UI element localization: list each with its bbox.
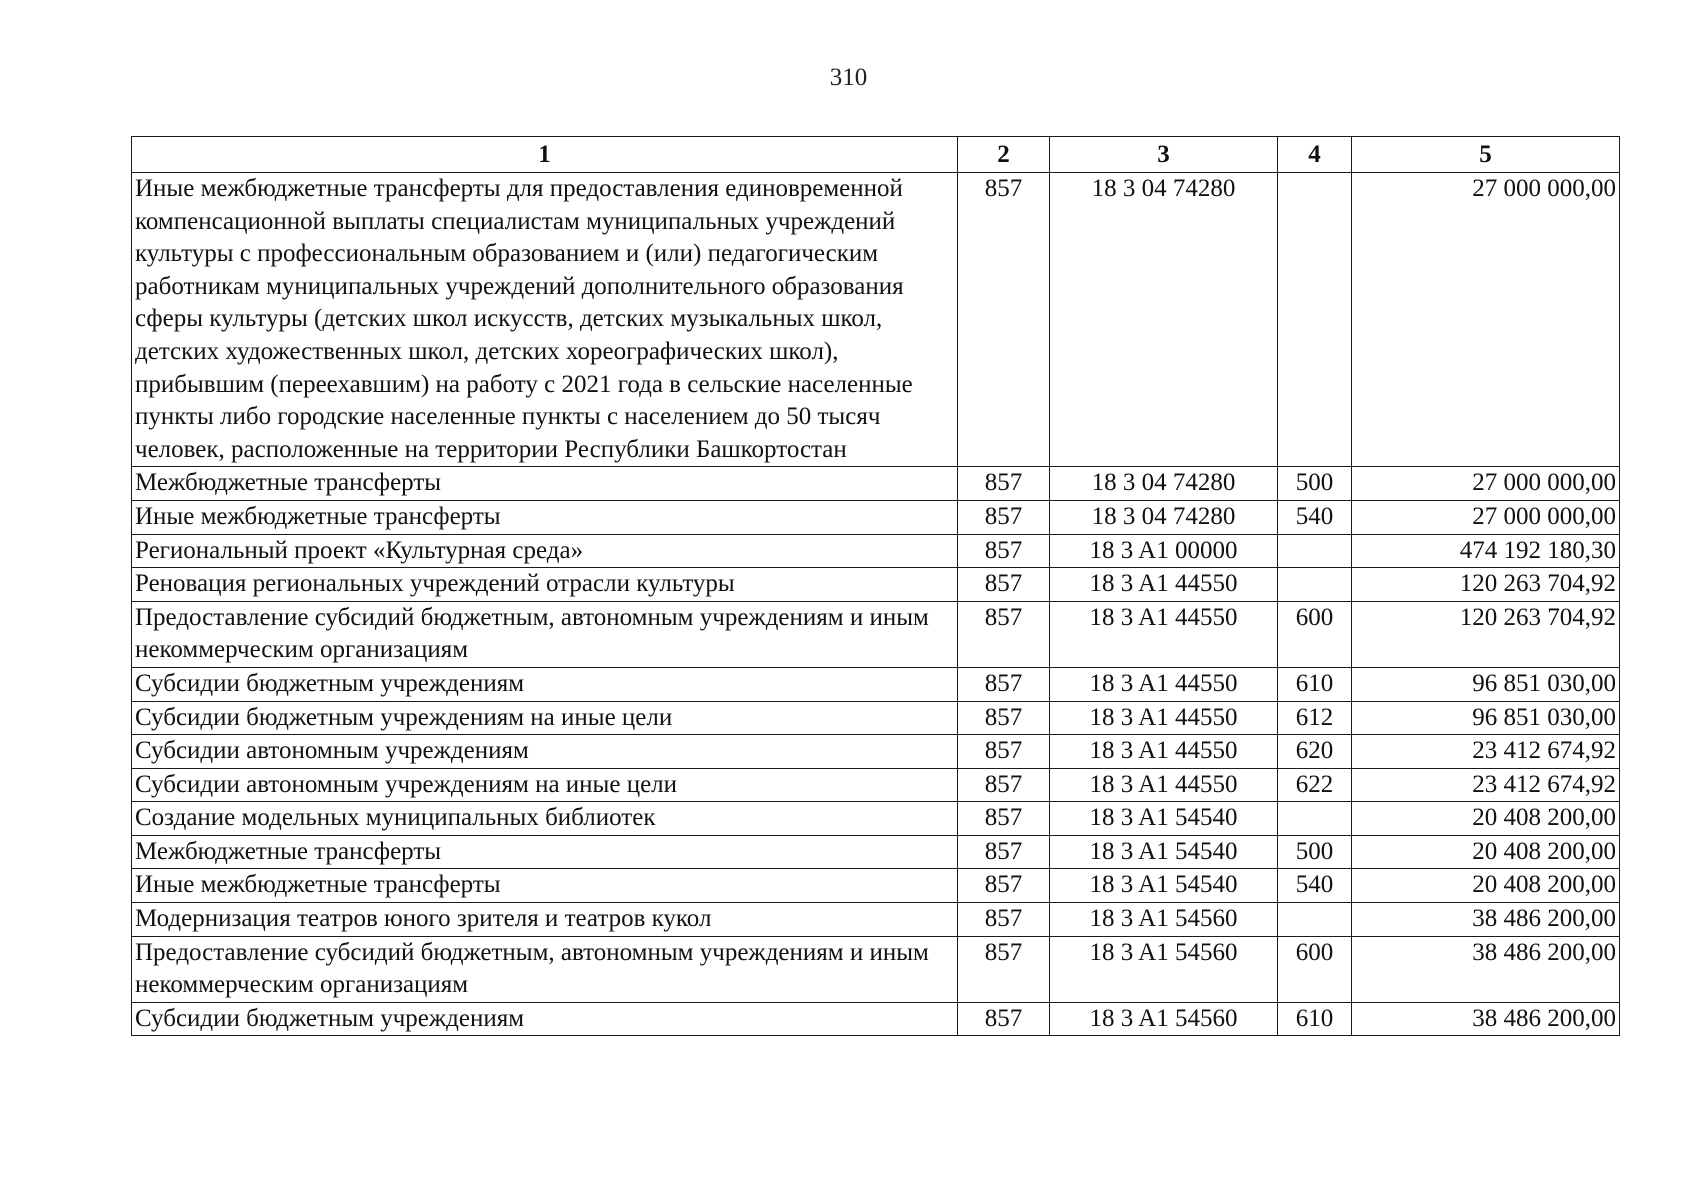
row-target-article: 18 3 04 74280 xyxy=(1050,173,1278,467)
table-row xyxy=(132,568,1620,602)
row-target-article: 18 3 A1 54540 xyxy=(1050,869,1278,903)
row-target-article: 18 3 A1 54540 xyxy=(1050,835,1278,869)
row-expense-type: 622 xyxy=(1278,768,1352,802)
table-header-row xyxy=(132,137,1620,173)
row-expense-type: 540 xyxy=(1278,500,1352,534)
table-row xyxy=(132,802,1620,836)
table-row xyxy=(132,903,1620,937)
column-header-4: 4 xyxy=(1278,137,1352,173)
row-grbs-code: 857 xyxy=(958,701,1050,735)
row-amount: 96 851 030,00 xyxy=(1352,701,1620,735)
column-header-2: 2 xyxy=(958,137,1050,173)
row-name: Межбюджетные трансферты xyxy=(132,467,958,501)
row-name: Межбюджетные трансферты xyxy=(132,835,958,869)
row-amount: 38 486 200,00 xyxy=(1352,936,1620,1002)
row-grbs-code: 857 xyxy=(958,173,1050,467)
row-expense-type: 500 xyxy=(1278,467,1352,501)
row-grbs-code: 857 xyxy=(958,601,1050,667)
row-name: Субсидии автономным учреждениям на иные цели xyxy=(132,768,958,802)
column-header-5: 5 xyxy=(1352,137,1620,173)
row-grbs-code: 857 xyxy=(958,936,1050,1002)
row-amount: 20 408 200,00 xyxy=(1352,869,1620,903)
row-name: Создание модельных муниципальных библиотек xyxy=(132,802,958,836)
row-amount: 23 412 674,92 xyxy=(1352,735,1620,769)
row-target-article: 18 3 A1 44550 xyxy=(1050,768,1278,802)
row-grbs-code: 857 xyxy=(958,467,1050,501)
row-target-article: 18 3 A1 00000 xyxy=(1050,534,1278,568)
row-expense-type xyxy=(1278,173,1352,467)
row-target-article: 18 3 A1 54560 xyxy=(1050,1002,1278,1036)
row-target-article: 18 3 A1 44550 xyxy=(1050,735,1278,769)
row-name: Предоставление субсидий бюджетным, автономным учреждениям и иным некоммерческим организациям xyxy=(132,601,958,667)
row-name: Реновация региональных учреждений отрасли культуры xyxy=(132,568,958,602)
budget-table xyxy=(131,136,1620,1036)
row-expense-type: 600 xyxy=(1278,936,1352,1002)
table-row xyxy=(132,936,1620,1002)
table-row xyxy=(132,667,1620,701)
table-row xyxy=(132,835,1620,869)
row-grbs-code: 857 xyxy=(958,768,1050,802)
table-row xyxy=(132,869,1620,903)
row-name: Субсидии автономным учреждениям xyxy=(132,735,958,769)
row-amount: 38 486 200,00 xyxy=(1352,1002,1620,1036)
table-row xyxy=(132,467,1620,501)
row-expense-type xyxy=(1278,568,1352,602)
row-amount: 23 412 674,92 xyxy=(1352,768,1620,802)
row-grbs-code: 857 xyxy=(958,835,1050,869)
row-grbs-code: 857 xyxy=(958,534,1050,568)
row-name: Иные межбюджетные трансферты xyxy=(132,500,958,534)
row-expense-type: 610 xyxy=(1278,667,1352,701)
table-row xyxy=(132,601,1620,667)
row-expense-type: 612 xyxy=(1278,701,1352,735)
row-expense-type xyxy=(1278,802,1352,836)
row-target-article: 18 3 A1 44550 xyxy=(1050,701,1278,735)
row-name: Иные межбюджетные трансферты xyxy=(132,869,958,903)
row-target-article: 18 3 04 74280 xyxy=(1050,500,1278,534)
row-grbs-code: 857 xyxy=(958,735,1050,769)
table-row xyxy=(132,500,1620,534)
row-amount: 20 408 200,00 xyxy=(1352,835,1620,869)
row-grbs-code: 857 xyxy=(958,903,1050,937)
table-row xyxy=(132,701,1620,735)
column-header-1: 1 xyxy=(132,137,958,173)
row-target-article: 18 3 A1 54560 xyxy=(1050,903,1278,937)
row-name: Иные межбюджетные трансферты для предоставления единовременной компенсационной выплаты специалистам муниципальных учреждений культуры с профессиональным образованием и (или) педагогическим работникам муниципальных учреждений дополнительного образования сферы культуры (детских школ искусств, детских музыкальных школ, детских художественных школ, детских хореографических школ), прибывшим (переехавшим) на работу с 2021 года в сельские населенные пункты либо городские населенные пункты с населением до 50 тысяч человек, расположенные на территории Республики Башкортостан xyxy=(132,173,958,467)
row-name: Субсидии бюджетным учреждениям xyxy=(132,1002,958,1036)
row-expense-type: 540 xyxy=(1278,869,1352,903)
row-target-article: 18 3 A1 44550 xyxy=(1050,601,1278,667)
row-grbs-code: 857 xyxy=(958,667,1050,701)
row-target-article: 18 3 A1 44550 xyxy=(1050,568,1278,602)
column-header-3: 3 xyxy=(1050,137,1278,173)
row-amount: 120 263 704,92 xyxy=(1352,601,1620,667)
row-target-article: 18 3 A1 54560 xyxy=(1050,936,1278,1002)
row-expense-type: 610 xyxy=(1278,1002,1352,1036)
row-name: Субсидии бюджетным учреждениям xyxy=(132,667,958,701)
row-expense-type: 500 xyxy=(1278,835,1352,869)
row-expense-type: 620 xyxy=(1278,735,1352,769)
row-amount: 474 192 180,30 xyxy=(1352,534,1620,568)
row-target-article: 18 3 A1 54540 xyxy=(1050,802,1278,836)
row-amount: 27 000 000,00 xyxy=(1352,500,1620,534)
row-amount: 38 486 200,00 xyxy=(1352,903,1620,937)
row-grbs-code: 857 xyxy=(958,802,1050,836)
row-amount: 27 000 000,00 xyxy=(1352,467,1620,501)
table-row xyxy=(132,534,1620,568)
table-row xyxy=(132,173,1620,467)
row-grbs-code: 857 xyxy=(958,568,1050,602)
row-grbs-code: 857 xyxy=(958,1002,1050,1036)
row-amount: 20 408 200,00 xyxy=(1352,802,1620,836)
table-row xyxy=(132,1002,1620,1036)
row-grbs-code: 857 xyxy=(958,500,1050,534)
row-expense-type xyxy=(1278,534,1352,568)
page-number: 310 xyxy=(829,64,868,91)
row-expense-type xyxy=(1278,903,1352,937)
row-target-article: 18 3 04 74280 xyxy=(1050,467,1278,501)
row-name: Субсидии бюджетным учреждениям на иные цели xyxy=(132,701,958,735)
table-row xyxy=(132,768,1620,802)
row-grbs-code: 857 xyxy=(958,869,1050,903)
row-amount: 120 263 704,92 xyxy=(1352,568,1620,602)
row-name: Региональный проект «Культурная среда» xyxy=(132,534,958,568)
table-row xyxy=(132,735,1620,769)
row-name: Модернизация театров юного зрителя и театров кукол xyxy=(132,903,958,937)
table-body xyxy=(132,173,1620,1036)
row-amount: 27 000 000,00 xyxy=(1352,173,1620,467)
row-target-article: 18 3 A1 44550 xyxy=(1050,667,1278,701)
row-amount: 96 851 030,00 xyxy=(1352,667,1620,701)
row-name: Предоставление субсидий бюджетным, автономным учреждениям и иным некоммерческим организациям xyxy=(132,936,958,1002)
row-expense-type: 600 xyxy=(1278,601,1352,667)
